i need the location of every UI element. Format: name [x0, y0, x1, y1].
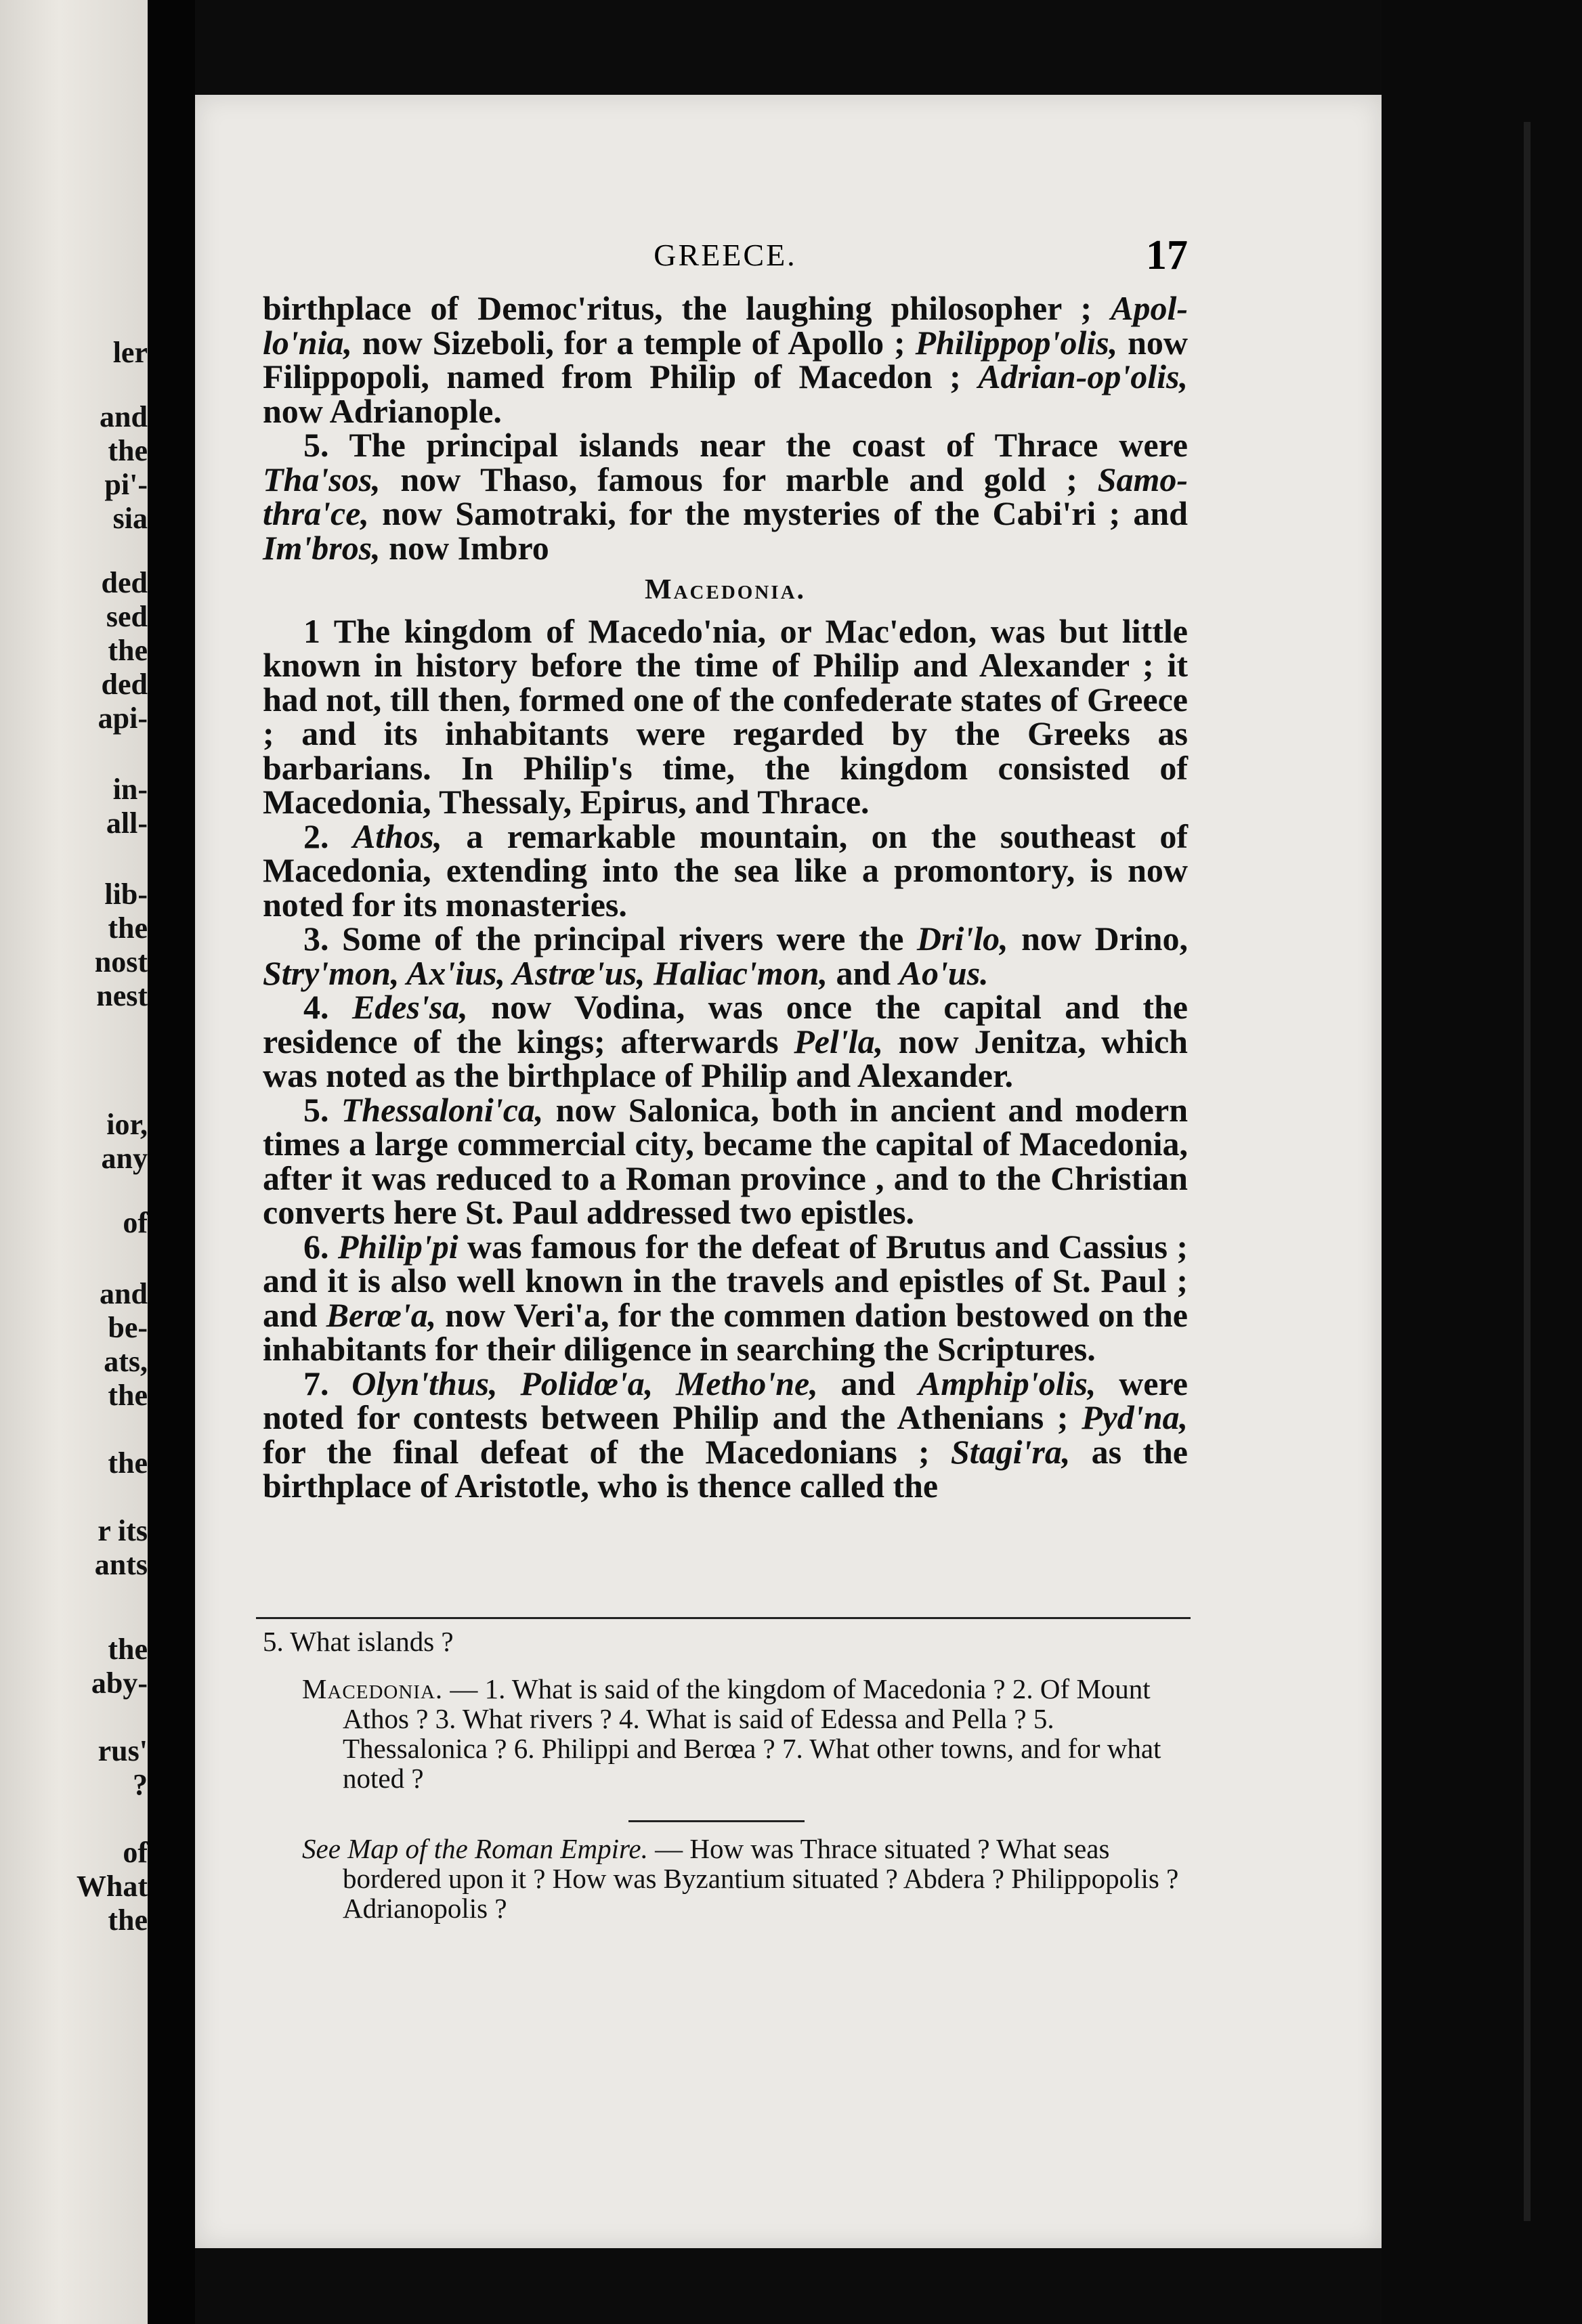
place-name: Stry'mon, Ax'ius, Astrœ'us, Haliac'mon,	[263, 953, 828, 992]
section-heading-macedonia: Macedonia.	[644, 574, 807, 605]
paragraph-thrace-5	[263, 428, 1188, 565]
place-name: Philip'pi	[337, 1227, 458, 1266]
text-run: 3. Some of the principal rivers were the	[303, 920, 917, 957]
paragraph-macedonia-1: 1 The kingdom of Macedo'nia, or Mac'edon, was but little known in history before the time of Philip and Alexander ; it had not, till then, formed one of the confederate states of Greece ; and its inhabitants were regarded by the Greeks as barbarians. In Philip's time, the kingdom consisted of Macedonia, Thessaly, Epirus, and Thrace.	[263, 611, 1188, 821]
text-run: as the birthplace of Aristotle, who is thence called the	[263, 1432, 1188, 1505]
text-run: a remarkable mountain, on the southeast of Macedonia, extending into the sea like a promontory, is now noted for its monasteries.	[263, 817, 1188, 924]
place-name: Athos,	[352, 817, 442, 855]
left-page-fragment: the	[108, 1633, 148, 1666]
left-page-fragment: rus'	[98, 1734, 148, 1767]
text-run: was famous for the defeat of Brutus and Cassius ; and it is also well known in the travels and epistles of St. Paul ; and	[263, 1227, 1188, 1334]
text-run: 6.	[303, 1227, 338, 1266]
place-name: Stagi'ra,	[950, 1432, 1071, 1471]
left-page-fragment: ?	[133, 1768, 148, 1801]
review-questions	[263, 1627, 1188, 1793]
left-page-fragment: sed	[106, 600, 148, 633]
text-run: were noted for contests between Philip and the Athenians ;	[263, 1364, 1188, 1436]
text-run: now Imbro	[380, 528, 549, 567]
left-page-fragment: lib-	[104, 878, 148, 911]
text-run: 5. The principal islands near the coast of Thrace were	[303, 426, 1188, 464]
left-page-fragment: the	[108, 1379, 148, 1412]
paragraph-macedonia-3	[263, 922, 1188, 990]
left-page-strip	[0, 0, 148, 2324]
running-head-title: GREECE.	[654, 238, 797, 272]
place-name: Adrian-op'olis,	[978, 358, 1188, 395]
paragraph-macedonia-6	[263, 1227, 1188, 1368]
questions-macedonia	[263, 1674, 1188, 1793]
left-page-fragment: r its	[98, 1514, 148, 1547]
left-page-fragment: the	[108, 634, 148, 667]
text-run: now Veri'a, for the commen dation bestowed on the inhabitants for their diligence in searching the Scriptures.	[263, 1295, 1188, 1368]
left-page-fragment: the	[108, 1446, 148, 1480]
paragraph-macedonia-7	[263, 1364, 1188, 1505]
text-run: now Adrianople.	[263, 391, 502, 430]
left-page-fragment: ded	[101, 668, 148, 701]
map-questions-paragraph	[263, 1834, 1188, 1923]
left-page-fragment: the	[108, 434, 148, 467]
place-name: Edes'sa,	[351, 988, 468, 1026]
map-questions-text: — How was Thrace situated ? What seas bordered upon it ? How was Byzantium situated ? Abdera ? Philippopolis ? Adrianopolis ?	[343, 1833, 1179, 1924]
left-page-fragment: of	[123, 1206, 148, 1239]
left-page-fragment: What	[76, 1870, 148, 1903]
left-page-fragment: ler	[112, 336, 148, 369]
left-page-fragment: aby-	[91, 1666, 148, 1700]
place-name: Pel'la,	[794, 1022, 884, 1060]
text-run: birthplace of Democ'ritus, the laughing philosopher ;	[263, 289, 1111, 327]
left-page-fragment: sia	[112, 502, 148, 535]
text-run: now Salonica, both in ancient and modern times a large commercial city, became the capital of Macedonia, after it was reduced to a Roman province , and to the Christian converts here St. Paul addressed two epistles.	[263, 1090, 1189, 1231]
paragraph-macedonia-4	[263, 990, 1188, 1093]
left-page-fragment: be-	[108, 1311, 148, 1344]
right-dark-edge	[1382, 0, 1582, 2324]
place-name: Tha'sos,	[263, 460, 381, 498]
text-run: for the final defeat of the Macedonians ;	[263, 1432, 951, 1471]
book-page	[195, 95, 1382, 2248]
map-questions-label: See Map of the Roman Empire.	[302, 1833, 648, 1864]
body-text	[263, 291, 1188, 1503]
running-head	[263, 232, 1188, 284]
left-page-fragment: of	[123, 1836, 148, 1869]
paragraph-macedonia-2	[263, 819, 1188, 922]
paragraph-thrace-4-continued	[263, 291, 1188, 428]
text-run: now Jenitza, which was noted as the birthplace of Philip and Alexander.	[263, 1022, 1188, 1094]
page-number: 17	[1146, 232, 1188, 278]
place-name: Amphip'olis,	[918, 1364, 1096, 1402]
text-run: 4.	[303, 988, 352, 1026]
text-run: now Drino,	[1008, 920, 1188, 957]
short-divider	[628, 1820, 805, 1822]
text-run: now Vodina, was once the capital and the residence of the kings; afterwards	[263, 988, 1189, 1060]
place-name: Samo-thra'ce,	[263, 460, 1188, 532]
left-page-fragment: the	[108, 911, 148, 945]
left-page-fragment: ded	[101, 566, 148, 599]
left-page-fragment: and	[100, 1277, 148, 1310]
left-page-fragment: pi'-	[104, 468, 148, 501]
place-name: Pyd'na,	[1082, 1398, 1188, 1436]
left-page-fragment: nest	[96, 979, 148, 1012]
text-run: now Samotraki, for the mysteries of the Cabi'ri ; and	[368, 494, 1188, 532]
question-thrace-5: 5. What islands ?	[263, 1626, 454, 1657]
place-name: Berœ'a,	[326, 1295, 437, 1334]
left-page-fragment: api-	[98, 702, 148, 735]
place-name: Im'bros,	[263, 528, 381, 567]
paragraph-macedonia-5	[263, 1090, 1189, 1231]
text-run: now Sizeboli, for a temple of Apollo ;	[351, 323, 916, 362]
text-run: 5.	[303, 1090, 341, 1129]
text-run: 2.	[303, 817, 353, 855]
place-name: Philippop'olis,	[915, 323, 1118, 362]
questions-macedonia-text: — 1. What is said of the kingdom of Macedonia ? 2. Of Mount Athos ? 3. What rivers ? 4. What is said of Edessa and Pella ? 5. Thessalonica ? 6. Philippi and Berœa ? 7. What other towns, and for what noted ?	[343, 1673, 1161, 1794]
text-run: now Filippopoli, named from Philip of Macedon ;	[263, 323, 1188, 395]
text-run: and	[828, 953, 899, 992]
place-name: Ao'us.	[899, 953, 989, 992]
left-page-fragment: nost	[94, 945, 148, 978]
place-name: Apol-lo'nia,	[263, 289, 1188, 362]
left-page-fragment: ants	[94, 1548, 148, 1581]
left-page-fragment: and	[100, 400, 148, 433]
left-page-fragment: the	[108, 1903, 148, 1937]
left-page-fragment: any	[101, 1142, 148, 1175]
left-page-fragment: all-	[106, 806, 148, 840]
place-name: Thessaloni'ca,	[341, 1090, 544, 1129]
text-run: now Thaso, famous for marble and gold ;	[380, 460, 1098, 498]
questions-macedonia-label: Macedonia.	[302, 1673, 444, 1704]
left-page-fragment: ior,	[106, 1108, 148, 1141]
left-page-fragment: ats,	[104, 1345, 148, 1378]
text-run: and	[817, 1364, 918, 1402]
footnote-divider	[256, 1617, 1191, 1619]
left-page-fragment: in-	[112, 773, 148, 806]
edge-streak	[1524, 122, 1531, 2221]
place-name: Olyn'thus, Polidœ'a, Metho'ne,	[351, 1364, 818, 1402]
place-name: Dri'lo,	[916, 920, 1008, 957]
book-gutter	[148, 0, 195, 2324]
map-questions	[263, 1834, 1188, 1923]
left-page-fragments	[0, 0, 148, 2324]
text-run: 7.	[303, 1364, 352, 1402]
